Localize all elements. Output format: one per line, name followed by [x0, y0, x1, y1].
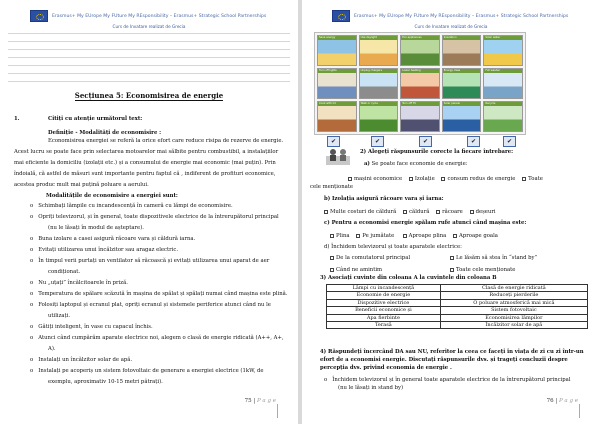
students-illustration-icon: [324, 146, 352, 166]
list-item-continuation: (nu le lăsați în modul de așteptare).: [48, 225, 144, 231]
tile-label: Full washer: [484, 69, 522, 73]
list-item: o Buna izolare a casei asigură răcoare vara și căldură iarna.: [30, 236, 196, 242]
check-icon: ✔: [467, 136, 480, 147]
page-footer: 76 | P a g e: [546, 398, 578, 404]
table-row: Dispozitive electrice O poluare atmosferică mai mică: [327, 299, 588, 306]
table-row: Apa fierbinte Economisirea lămpilor: [327, 314, 588, 321]
illustration-tile: [400, 101, 440, 132]
page-footer: 75 | P a g e: [244, 398, 276, 404]
question-d-options-row2b: Toate cele menționate: [450, 266, 515, 274]
question-a: a) Se poate face economie de energie:: [364, 161, 468, 167]
question-4-line: efort de a economisi energie. Discutați răspunsurile dvs. și trageți concluzii despre: [320, 357, 568, 363]
question-4-line: percepția dvs. privind economia de energie .: [320, 365, 452, 371]
tile-label: Energy class: [443, 69, 481, 73]
illustration-tile: [359, 101, 399, 132]
illustration-tile: [442, 35, 482, 66]
tile-scene-icon: [443, 73, 481, 98]
tile-scene-icon: [360, 40, 398, 65]
association-table: [326, 284, 588, 329]
question-c: c) Pentru a economisi energie spălam rufe atunci când mașina este:: [324, 220, 527, 226]
table-row: Beneficii economice și Sistem fotovoltaic: [327, 307, 588, 314]
tile-label: Lower heating: [401, 69, 439, 73]
ruled-line: [8, 81, 290, 82]
illustration-tile: [483, 101, 523, 132]
tile-scene-icon: [360, 73, 398, 98]
tile-scene-icon: [484, 106, 522, 131]
ruled-line: [8, 57, 290, 58]
page-header: [332, 9, 568, 23]
list-item: o Opriți televizorul, și în general, toate dispozitivele electrice de la întrerupătorul principal: [30, 214, 279, 220]
checkbox[interactable]: [441, 177, 445, 181]
tile-label: Insulation: [443, 36, 481, 40]
list-item-continuation: A).: [48, 346, 56, 352]
check-icon: ✔: [327, 136, 340, 147]
question-4-item-continuation: (nu le lăsați in stand by): [338, 385, 404, 391]
question-d-options-row1b: Le lăsăm să stea în “stand by”: [450, 254, 537, 262]
question-4-item: o Închidem televizorul și în general toate aparatele electrice de la întrerupătorul principal: [324, 377, 571, 383]
checkbox[interactable]: [450, 268, 454, 272]
checkbox[interactable]: [330, 268, 334, 272]
ways-heading: Modalitățile de economisire a energiei sunt:: [46, 193, 178, 199]
question-3-heading: 3) Asociați cuvinte din coloana A la cuvintele din coloana B: [320, 275, 497, 281]
list-item-continuation: exemplu, aproximativ 10-15 metri pătrați).: [48, 379, 163, 385]
tile-scene-icon: [318, 73, 356, 98]
list-item: o Temperatura de spălare scăzută în mașina de spălat și spălați numai când mașina este plină.: [30, 291, 288, 297]
tile-scene-icon: [401, 106, 439, 131]
checkbox[interactable]: [356, 234, 360, 238]
checkbox[interactable]: [409, 177, 413, 181]
header-subtitle: Curs de Invatare realizat de Grecia: [414, 24, 488, 29]
illustration-tile: [317, 35, 357, 66]
checkbox[interactable]: [348, 177, 352, 181]
checkbox[interactable]: [453, 234, 457, 238]
checkbox[interactable]: [330, 234, 334, 238]
tile-scene-icon: [360, 106, 398, 131]
check-icon: ✔: [419, 136, 432, 147]
question-c-options: Plina Pe jumătate Aproape plina Aproape goala: [330, 232, 498, 240]
illustration-tile: [442, 68, 482, 99]
tile-label: Turn off lights: [318, 69, 356, 73]
tile-label: Unplug chargers: [360, 69, 398, 73]
illustration-tile: [317, 101, 357, 132]
tile-label: Save energy: [318, 36, 356, 40]
list-item-continuation: utilizați.: [48, 313, 71, 319]
list-item: o Nu „uțați” încălcitoarele în priză.: [30, 280, 128, 286]
table-row: Terasă Încălzitor solar de apă: [327, 322, 588, 329]
header-project-text: Erasmus+ My EUrope My FUture My REsponsibility – Erasmus+ Strategic School Partnerships: [52, 13, 267, 19]
paragraph-line: îndoială, că astfel de măsuri sunt importante pentru faptul că , indiferent de profituri economice,: [14, 171, 276, 177]
header-project-text: Erasmus+ My EUrope My FUture My REsponsibility – Erasmus+ Strategic School Partnerships: [354, 13, 569, 19]
checkbox[interactable]: [522, 177, 526, 181]
check-icon: ✔: [371, 136, 384, 147]
header-subtitle: Curs de Invatare realizat de Grecia: [112, 24, 186, 29]
question-d: d) Închidem televizorul și toate aparatele electrice:: [324, 244, 462, 250]
tile-label: Eco appliances: [401, 36, 439, 40]
checkbox[interactable]: [436, 210, 440, 214]
tile-scene-icon: [318, 106, 356, 131]
illustration-tile: [400, 68, 440, 99]
ruled-line: [8, 49, 290, 50]
tile-label: Solar water: [484, 36, 522, 40]
question-text: Citiți cu atenție următorul text:: [48, 116, 143, 122]
ruled-line: [8, 65, 290, 66]
ruled-line: [8, 33, 290, 34]
tile-scene-icon: [484, 40, 522, 65]
tile-scene-icon: [443, 40, 481, 65]
paragraph-line: Economisirea energiei se referă la orice efort care reduce risipa de rezerve de energie.: [48, 138, 284, 144]
question-a-continuation: cele menționate: [310, 184, 354, 190]
list-item: o Instalați pe acoperiș un sistem fotovoltaic de generare a energiei electrice (1kW, de: [30, 368, 264, 374]
checkbox[interactable]: [450, 256, 454, 260]
illustration-tile: [359, 68, 399, 99]
list-item-continuation: condiționat.: [48, 269, 81, 275]
checkbox[interactable]: [470, 210, 474, 214]
tile-label: Solar panels: [443, 102, 481, 106]
question-4-line: 4) Răspundeți încercând DA sau NU, referitor la ceea ce faceți în viața de zi cu zi într-un: [320, 349, 584, 355]
tile-scene-icon: [401, 40, 439, 65]
checkbox[interactable]: [330, 256, 334, 260]
eu-flag-icon: [332, 10, 350, 22]
footer-rule: [579, 404, 580, 418]
tile-label: Walk or cycle: [360, 102, 398, 106]
definition-heading: Definiție - Modalități de economisire :: [48, 130, 162, 136]
page-header: [30, 9, 266, 23]
question-a-options: mașini economice Izolație consum redus de energie Toate: [348, 175, 543, 183]
check-icon: ✔: [503, 136, 516, 147]
list-item: o Evitați utilizarea unui încălzitor sau aragaz electric.: [30, 247, 179, 253]
tile-label: Recycle: [484, 102, 522, 106]
checkbox[interactable]: [324, 210, 328, 214]
list-item: o Schimbați lămpile cu incandescență în cameră cu lămpi de economisire.: [30, 203, 233, 209]
table-row: Economie de energie Reduceți pierderile: [327, 292, 588, 299]
ruled-line: [8, 41, 290, 42]
tile-scene-icon: [443, 106, 481, 131]
document-page-76: [302, 0, 600, 424]
illustration-tile: [442, 101, 482, 132]
ruled-line: [8, 73, 290, 74]
table-row: Lămpi cu incandescență Clasă de energie ridicată: [327, 285, 588, 292]
illustration-tile: [400, 35, 440, 66]
paragraph-line: mai eficiente la domiciliu (izolații etc.) și a consumului de energie mai economic (mai puțin). Prin: [14, 160, 276, 166]
tick-strip: [327, 136, 517, 148]
checkbox[interactable]: [403, 210, 407, 214]
paragraph-line: acestea produc mult mai puțină poluare a aerului.: [14, 182, 149, 188]
energy-saving-illustration-grid: [314, 32, 526, 135]
section-title: Secțiunea 5: Economisirea de energie: [74, 91, 224, 100]
document-page-75: [0, 0, 298, 424]
eu-flag-icon: [30, 10, 48, 22]
illustration-tile: [359, 35, 399, 66]
checkbox[interactable]: [403, 234, 407, 238]
question-d-options-row1: De la comutatorul principal: [330, 254, 410, 262]
question-b: b) Izolația asigură răcoare vara și iarna:: [324, 196, 444, 202]
list-item: o Instalați un încălzitor solar de apă.: [30, 357, 133, 363]
tile-scene-icon: [484, 73, 522, 98]
list-item: o Gătiți inteligent, în vase cu capacul închis.: [30, 324, 153, 330]
tile-label: Cook with lid: [318, 102, 356, 106]
list-item: o În timpul verii purtați un ventilator să răcoască și evitați utilizarea unui aparat de aer: [30, 258, 270, 264]
question-b-options: Multe costuri de căldură căldură răcoare deșeuri: [324, 208, 496, 216]
paragraph-line: Acest lucru se poate face prin selectarea motoarelor mai sălbite pentru combustibil, a instalațiilor: [14, 149, 279, 155]
question-d-options-row2: Când ne amintim: [330, 266, 382, 274]
illustration-tile: [483, 35, 523, 66]
tile-scene-icon: [401, 73, 439, 98]
question-2-heading: 2) Alegeți răspunsurile corecte la fiecare întrebare:: [360, 149, 514, 155]
illustration-tile: [317, 68, 357, 99]
tile-label: Use daylight: [360, 36, 398, 40]
question-number: 1.: [14, 116, 20, 122]
list-item: o Folosiți laptopul și ecranul plat, opriți ecranul și sistemele periferice atunci când nu le: [30, 302, 271, 308]
footer-rule: [277, 404, 278, 418]
tile-scene-icon: [318, 40, 356, 65]
list-item: o Atunci când cumpărăm aparate electrice noi, alegem o clasă de energie ridicată (A++, A+,: [30, 335, 284, 341]
illustration-tile: [483, 68, 523, 99]
tile-label: Turn off TV: [401, 102, 439, 106]
